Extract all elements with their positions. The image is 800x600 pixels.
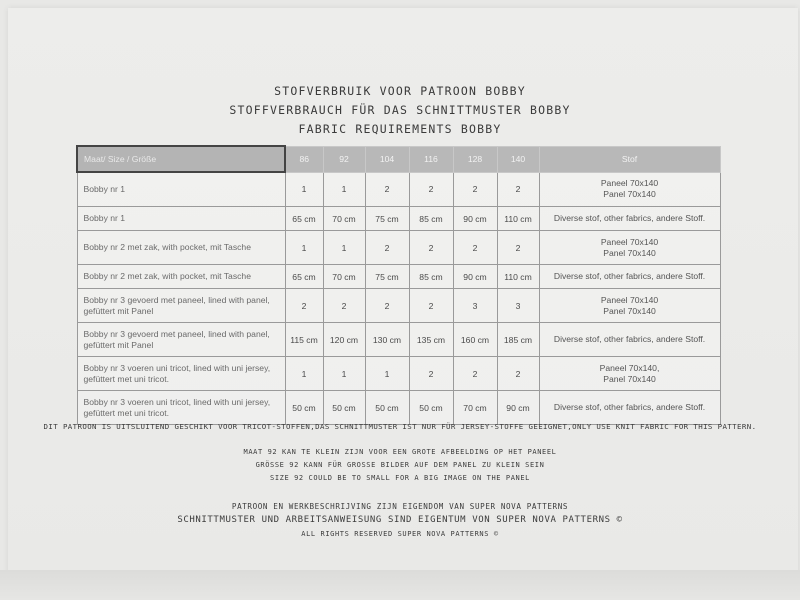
table-row <box>77 231 720 265</box>
title-german: STOFFVERBRAUCH FÜR DAS SCHNITTMUSTER BOBBY <box>229 103 571 117</box>
table-row <box>77 323 720 357</box>
quantity-cell: 2 <box>409 172 453 207</box>
fabric-line: Diverse stof, other fabrics, andere Stoff. <box>553 213 706 223</box>
quantity-cell: 2 <box>365 289 409 323</box>
fabric-line: Panel 70x140 <box>603 247 656 258</box>
row-description: Bobby nr 1 <box>77 172 285 207</box>
fabric-cell <box>539 357 720 391</box>
header-116: 116 <box>409 146 453 172</box>
quantity-cell: 2 <box>453 357 497 391</box>
quantity-cell: 1 <box>285 231 323 265</box>
quantity-cell: 90 cm <box>453 207 497 231</box>
fabric-line: Panel 70x140 <box>603 189 656 200</box>
title-english: FABRIC REQUIREMENTS BOBBY <box>298 122 502 136</box>
table-row <box>77 207 720 231</box>
quantity-cell: 1 <box>365 357 409 391</box>
size-warning-english: SIZE 92 COULD BE TO SMALL FOR A BIG IMAGE ON THE PANEL <box>270 474 530 482</box>
quantity-cell: 85 cm <box>409 265 453 289</box>
row-description: Bobby nr 3 voeren uni tricot, lined with uni jersey, gefüttert met uni tricot. <box>77 391 285 425</box>
quantity-cell: 2 <box>285 289 323 323</box>
table-row <box>77 357 720 391</box>
quantity-cell: 75 cm <box>365 265 409 289</box>
size-warning-dutch: MAAT 92 KAN TE KLEIN ZIJN VOOR EEN GROTE AFBEELDING OP HET PANEEL <box>243 448 557 456</box>
fabric-cell <box>539 289 720 323</box>
quantity-cell: 2 <box>365 172 409 207</box>
quantity-cell: 70 cm <box>323 207 365 231</box>
fabric-cell <box>539 323 720 357</box>
row-description: Bobby nr 3 gevoerd met paneel, lined with panel, gefüttert mit Panel <box>77 323 285 357</box>
copyright-english: ALL RIGHTS RESERVED SUPER NOVA PATTERNS © <box>301 530 499 538</box>
row-description: Bobby nr 2 met zak, with pocket, mit Tasche <box>77 231 285 265</box>
title-block <box>0 82 800 139</box>
quantity-cell: 2 <box>453 172 497 207</box>
quantity-cell: 135 cm <box>409 323 453 357</box>
fabric-cell <box>539 265 720 289</box>
quantity-cell: 130 cm <box>365 323 409 357</box>
title-dutch: STOFVERBRUIK VOOR PATROON BOBBY <box>274 84 526 98</box>
size-warning <box>0 446 800 485</box>
quantity-cell: 1 <box>323 357 365 391</box>
fabric-line: Paneel 70x140 <box>600 236 659 247</box>
quantity-cell: 110 cm <box>497 207 539 231</box>
quantity-cell: 2 <box>365 231 409 265</box>
copyright-block <box>0 500 800 541</box>
quantity-cell: 1 <box>323 172 365 207</box>
quantity-cell: 50 cm <box>365 391 409 425</box>
fabric-cell <box>539 207 720 231</box>
quantity-cell: 50 cm <box>323 391 365 425</box>
header-stof: Stof <box>539 146 720 172</box>
page-shadow <box>0 570 800 600</box>
fabric-line: Paneel 70x140, <box>599 362 660 373</box>
header-86: 86 <box>285 146 323 172</box>
knit-fabric-note: DIT PATROON IS UITSLUITEND GESCHIKT VOOR TRICOT-STOFFEN,DAS SCHNITTMUSTER IST NUR FÜR JERSEY-STOFFE GEEIGNET,ONLY USE KNIT FABRIC FOR THIS PATTERN. <box>43 422 757 431</box>
fabric-line: Diverse stof, other fabrics, andere Stoff. <box>553 402 706 412</box>
quantity-cell: 2 <box>453 231 497 265</box>
quantity-cell: 3 <box>453 289 497 323</box>
quantity-cell: 75 cm <box>365 207 409 231</box>
quantity-cell: 120 cm <box>323 323 365 357</box>
quantity-cell: 115 cm <box>285 323 323 357</box>
quantity-cell: 110 cm <box>497 265 539 289</box>
fabric-line: Diverse stof, other fabrics, andere Stoff. <box>553 271 706 281</box>
fabric-requirements-table <box>76 145 721 425</box>
header-size: Maat/ Size / Größe <box>77 146 285 172</box>
quantity-cell: 2 <box>409 289 453 323</box>
fabric-line: Panel 70x140 <box>603 305 656 316</box>
table-row <box>77 172 720 207</box>
row-description: Bobby nr 1 <box>77 207 285 231</box>
quantity-cell: 2 <box>497 172 539 207</box>
quantity-cell: 70 cm <box>453 391 497 425</box>
copyright-dutch: PATROON EN WERKBESCHRIJVING ZIJN EIGENDOM VAN SUPER NOVA PATTERNS <box>231 502 569 511</box>
table-row <box>77 391 720 425</box>
fabric-cell <box>539 231 720 265</box>
quantity-cell: 85 cm <box>409 207 453 231</box>
quantity-cell: 90 cm <box>497 391 539 425</box>
header-104: 104 <box>365 146 409 172</box>
fabric-cell <box>539 391 720 425</box>
quantity-cell: 2 <box>497 231 539 265</box>
quantity-cell: 90 cm <box>453 265 497 289</box>
header-92: 92 <box>323 146 365 172</box>
table-row <box>77 289 720 323</box>
table-row <box>77 265 720 289</box>
fabric-line: Diverse stof, other fabrics, andere Stoff. <box>553 334 706 344</box>
quantity-cell: 160 cm <box>453 323 497 357</box>
row-description: Bobby nr 3 voeren uni tricot, lined with uni jersey, gefüttert met uni tricot. <box>77 357 285 391</box>
quantity-cell: 1 <box>285 357 323 391</box>
fabric-line: Paneel 70x140 <box>600 294 659 305</box>
fabric-line: Paneel 70x140 <box>600 178 659 189</box>
quantity-cell: 185 cm <box>497 323 539 357</box>
quantity-cell: 2 <box>323 289 365 323</box>
quantity-cell: 2 <box>409 357 453 391</box>
quantity-cell: 65 cm <box>285 265 323 289</box>
copyright-german: SCHNITTMUSTER UND ARBEITSANWEISUNG SIND EIGENTUM VON SUPER NOVA PATTERNS © <box>177 515 623 525</box>
quantity-cell: 70 cm <box>323 265 365 289</box>
header-row <box>77 146 720 172</box>
row-description: Bobby nr 2 met zak, with pocket, mit Tasche <box>77 265 285 289</box>
header-140: 140 <box>497 146 539 172</box>
fabric-line: Panel 70x140 <box>603 373 656 384</box>
quantity-cell: 50 cm <box>285 391 323 425</box>
quantity-cell: 1 <box>323 231 365 265</box>
quantity-cell: 1 <box>285 172 323 207</box>
quantity-cell: 2 <box>409 231 453 265</box>
fabric-cell <box>539 172 720 207</box>
quantity-cell: 65 cm <box>285 207 323 231</box>
row-description: Bobby nr 3 gevoerd met paneel, lined with panel, gefüttert mit Panel <box>77 289 285 323</box>
quantity-cell: 2 <box>497 357 539 391</box>
size-warning-german: GRÖSSE 92 KANN FÜR GROSSE BILDER AUF DEM PANEL ZU KLEIN SEIN <box>255 461 545 469</box>
quantity-cell: 3 <box>497 289 539 323</box>
header-128: 128 <box>453 146 497 172</box>
quantity-cell: 50 cm <box>409 391 453 425</box>
